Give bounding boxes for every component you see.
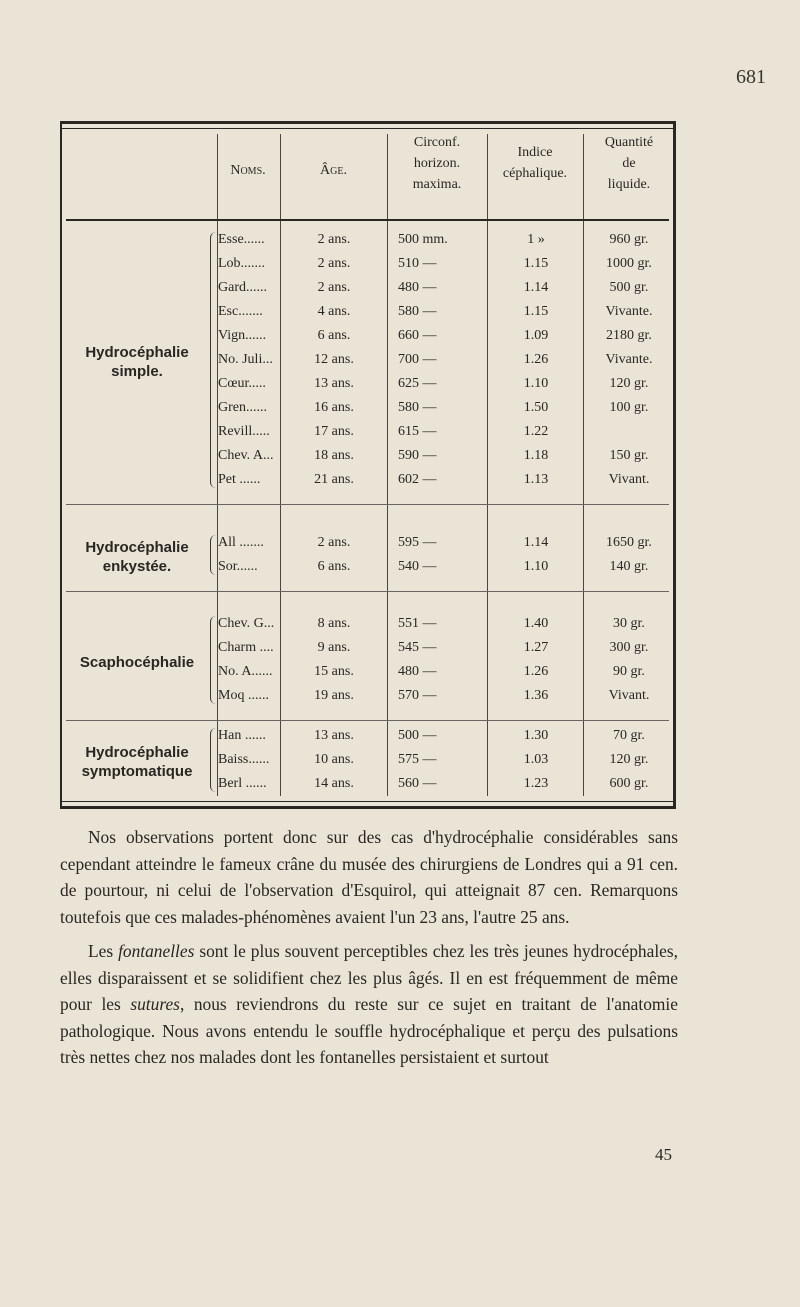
cell-name: Lob....... bbox=[218, 256, 266, 271]
cell-circ: 551 — bbox=[398, 616, 437, 631]
header-circ-line: maxima. bbox=[412, 177, 462, 192]
header-rule bbox=[66, 219, 669, 221]
header-quantite-line: de bbox=[622, 156, 636, 171]
cell-liquide: 120 gr. bbox=[609, 752, 649, 767]
cell-age: 2 ans. bbox=[317, 232, 351, 247]
cell-age: 9 ans. bbox=[317, 640, 351, 655]
cell-age: 15 ans. bbox=[314, 664, 354, 679]
cell-name: Berl ...... bbox=[218, 776, 267, 791]
cell-age: 10 ans. bbox=[314, 752, 354, 767]
cell-age: 14 ans. bbox=[314, 776, 354, 791]
cell-indice: 1.15 bbox=[523, 304, 549, 319]
group-label-line: Hydrocéphalie bbox=[85, 344, 189, 361]
cell-circ: 560 — bbox=[398, 776, 437, 791]
cell-circ: 580 — bbox=[398, 304, 437, 319]
cell-indice: 1.13 bbox=[523, 472, 549, 487]
cell-name: Esse...... bbox=[218, 232, 265, 247]
cell-age: 17 ans. bbox=[314, 424, 354, 439]
cell-name: Charm .... bbox=[218, 640, 274, 655]
table-row bbox=[62, 444, 673, 468]
cell-circ: 500 mm. bbox=[398, 232, 448, 247]
table-row bbox=[62, 348, 673, 372]
group-divider bbox=[66, 720, 669, 721]
header-circ-line: horizon. bbox=[413, 156, 461, 171]
group-label-line: simple. bbox=[111, 363, 163, 380]
table-row bbox=[62, 724, 673, 748]
data-table bbox=[60, 121, 676, 809]
cell-age: 4 ans. bbox=[317, 304, 351, 319]
cell-indice: 1.10 bbox=[523, 559, 549, 574]
header-noms: Noms. bbox=[230, 163, 266, 178]
header-indice-line: céphalique. bbox=[502, 166, 568, 181]
cell-circ: 540 — bbox=[398, 559, 437, 574]
cell-indice: 1.15 bbox=[523, 256, 549, 271]
cell-liquide: 140 gr. bbox=[609, 559, 649, 574]
cell-indice: 1.23 bbox=[523, 776, 549, 791]
cell-liquide: 1650 gr. bbox=[606, 535, 652, 550]
cell-name: Revill..... bbox=[218, 424, 270, 439]
cell-indice: 1.50 bbox=[523, 400, 549, 415]
cell-age: 21 ans. bbox=[314, 472, 354, 487]
table-row bbox=[62, 636, 673, 660]
cell-liquide: 30 gr. bbox=[613, 616, 645, 631]
cell-name: Vign...... bbox=[218, 328, 267, 343]
table-row bbox=[62, 660, 673, 684]
cell-liquide: 120 gr. bbox=[609, 376, 649, 391]
cell-circ: 602 — bbox=[398, 472, 437, 487]
cell-indice: 1.18 bbox=[523, 448, 549, 463]
paragraph-1: Nos observations portent donc sur des cas d'hydrocéphalie considérables sans cependant atteindre le fameux crâne du musée des chirurgiens de Londres qui a 91 cen. de pourtour, ni celui de l'observation d'Esquirol, qui atteignait 87 cen. Remarquons toutefois que ces malades-phénomènes avaient l'un 23 ans, l'autre 25 ans. bbox=[60, 827, 678, 927]
cell-indice: 1.40 bbox=[523, 616, 549, 631]
cell-indice: 1.10 bbox=[523, 376, 549, 391]
cell-indice: 1.14 bbox=[523, 280, 549, 295]
table-row bbox=[62, 300, 673, 324]
cell-name: Baiss...... bbox=[218, 752, 270, 767]
cell-name: Chev. G... bbox=[218, 616, 275, 631]
cell-name: Cœur..... bbox=[218, 376, 266, 391]
group-label-line: Hydrocéphalie bbox=[85, 744, 189, 761]
cell-indice: 1.30 bbox=[523, 728, 549, 743]
cell-circ: 700 — bbox=[398, 352, 437, 367]
table-inner-top-rule bbox=[62, 128, 673, 129]
cell-circ: 660 — bbox=[398, 328, 437, 343]
cell-age: 12 ans. bbox=[314, 352, 354, 367]
header-indice bbox=[487, 142, 583, 184]
cell-liquide: 150 gr. bbox=[609, 448, 649, 463]
table-row bbox=[62, 555, 673, 579]
cell-liquide: 300 gr. bbox=[609, 640, 649, 655]
cell-indice: 1 » bbox=[527, 232, 545, 247]
cell-indice: 1.27 bbox=[523, 640, 549, 655]
cell-age: 16 ans. bbox=[314, 400, 354, 415]
cell-age: 2 ans. bbox=[317, 535, 351, 550]
table-row bbox=[62, 276, 673, 300]
cell-circ: 545 — bbox=[398, 640, 437, 655]
table-row bbox=[62, 684, 673, 708]
header-quantite bbox=[583, 132, 675, 195]
table-row bbox=[62, 531, 673, 555]
header-indice-line: Indice bbox=[517, 145, 553, 160]
cell-liquide: 90 gr. bbox=[613, 664, 645, 679]
cell-name: Gard...... bbox=[218, 280, 267, 295]
cell-circ: 615 — bbox=[398, 424, 437, 439]
cell-indice: 1.14 bbox=[523, 535, 549, 550]
table-row bbox=[62, 468, 673, 492]
cell-name: Pet ...... bbox=[218, 472, 261, 487]
cell-liquide: 70 gr. bbox=[613, 728, 645, 743]
cell-circ: 595 — bbox=[398, 535, 437, 550]
cell-liquide: 600 gr. bbox=[609, 776, 649, 791]
group-label-line: Hydrocéphalie bbox=[85, 539, 189, 556]
table-row bbox=[62, 748, 673, 772]
group-label-line: Scaphocéphalie bbox=[79, 653, 195, 671]
cell-name: Sor...... bbox=[218, 559, 258, 574]
cell-indice: 1.22 bbox=[523, 424, 549, 439]
cell-liquide: 2180 gr. bbox=[606, 328, 652, 343]
cell-name: Chev. A... bbox=[218, 448, 274, 463]
cell-indice: 1.26 bbox=[523, 664, 549, 679]
cell-indice: 1.03 bbox=[523, 752, 549, 767]
cell-age: 2 ans. bbox=[317, 256, 351, 271]
cell-liquide: Vivante. bbox=[605, 352, 653, 367]
cell-circ: 510 — bbox=[398, 256, 437, 271]
cell-age: 6 ans. bbox=[317, 559, 351, 574]
cell-circ: 570 — bbox=[398, 688, 437, 703]
cell-name: No. Juli... bbox=[218, 352, 273, 367]
cell-circ: 625 — bbox=[398, 376, 437, 391]
paragraph-2-middle: sont le plus souvent perceptibles chez les très jeunes hydrocéphales, elles disparaissent et se solidifient chez les plus âgés. Il en est fréquemment de même pour les bbox=[60, 941, 678, 1014]
cell-age: 19 ans. bbox=[314, 688, 354, 703]
page-number-bottom: 45 bbox=[655, 1145, 672, 1164]
cell-age: 13 ans. bbox=[314, 728, 354, 743]
header-circ bbox=[387, 132, 487, 195]
table-row bbox=[62, 372, 673, 396]
group-divider bbox=[66, 591, 669, 592]
paragraph-2-em-fontanelles: fontanelles bbox=[118, 941, 195, 961]
cell-circ: 590 — bbox=[398, 448, 437, 463]
cell-name: Esc....... bbox=[218, 304, 263, 319]
table-row bbox=[62, 772, 673, 796]
group-divider bbox=[66, 504, 669, 505]
cell-liquide: 500 gr. bbox=[609, 280, 649, 295]
cell-circ: 500 — bbox=[398, 728, 437, 743]
cell-liquide: Vivante. bbox=[605, 304, 653, 319]
cell-circ: 480 — bbox=[398, 664, 437, 679]
cell-name: Gren...... bbox=[218, 400, 267, 415]
paragraph-2 bbox=[60, 938, 678, 1071]
cell-liquide: Vivant. bbox=[608, 472, 650, 487]
group-label-line: enkystée. bbox=[102, 558, 172, 575]
page-number-top: 681 bbox=[736, 66, 766, 88]
cell-liquide: 960 gr. bbox=[609, 232, 649, 247]
cell-indice: 1.26 bbox=[523, 352, 549, 367]
cell-age: 6 ans. bbox=[317, 328, 351, 343]
header-circ-line: Circonf. bbox=[413, 135, 461, 150]
cell-circ: 575 — bbox=[398, 752, 437, 767]
cell-name: Moq ...... bbox=[218, 688, 269, 703]
cell-liquide: 100 gr. bbox=[609, 400, 649, 415]
cell-name: All ....... bbox=[218, 535, 264, 550]
cell-circ: 480 — bbox=[398, 280, 437, 295]
table-row bbox=[62, 228, 673, 252]
table-row bbox=[62, 324, 673, 348]
cell-liquide: 1000 gr. bbox=[606, 256, 652, 271]
cell-name: Han ...... bbox=[218, 728, 266, 743]
table-row bbox=[62, 252, 673, 276]
cell-name: No. A...... bbox=[218, 664, 273, 679]
cell-age: 13 ans. bbox=[314, 376, 354, 391]
cell-circ: 580 — bbox=[398, 400, 437, 415]
paragraph-2-before: Les bbox=[88, 941, 119, 961]
paragraph-2-em-sutures: sutures bbox=[130, 994, 180, 1014]
paragraph-2-after: , nous reviendrons du reste sur ce sujet en traitant de l'anatomie pathologique. Nous avons entendu le souffle hydrocéphalique et perçu des pulsations très nettes chez nos malades dont les fontanelles persistaient et surtout bbox=[60, 994, 678, 1067]
body-text bbox=[60, 824, 678, 1071]
cell-indice: 1.36 bbox=[523, 688, 549, 703]
header-quantite-line: Quantité bbox=[604, 135, 654, 150]
header-age: Âge. bbox=[320, 163, 347, 178]
table-inner-bottom-rule bbox=[62, 801, 673, 802]
table-row bbox=[62, 612, 673, 636]
cell-liquide: Vivant. bbox=[608, 688, 650, 703]
cell-indice: 1.09 bbox=[523, 328, 549, 343]
cell-age: 8 ans. bbox=[317, 616, 351, 631]
cell-age: 2 ans. bbox=[317, 280, 351, 295]
header-quantite-line: liquide. bbox=[607, 177, 651, 192]
table-row bbox=[62, 420, 673, 444]
table-row bbox=[62, 396, 673, 420]
cell-age: 18 ans. bbox=[314, 448, 354, 463]
group-label-line: symptomatique bbox=[81, 763, 193, 780]
